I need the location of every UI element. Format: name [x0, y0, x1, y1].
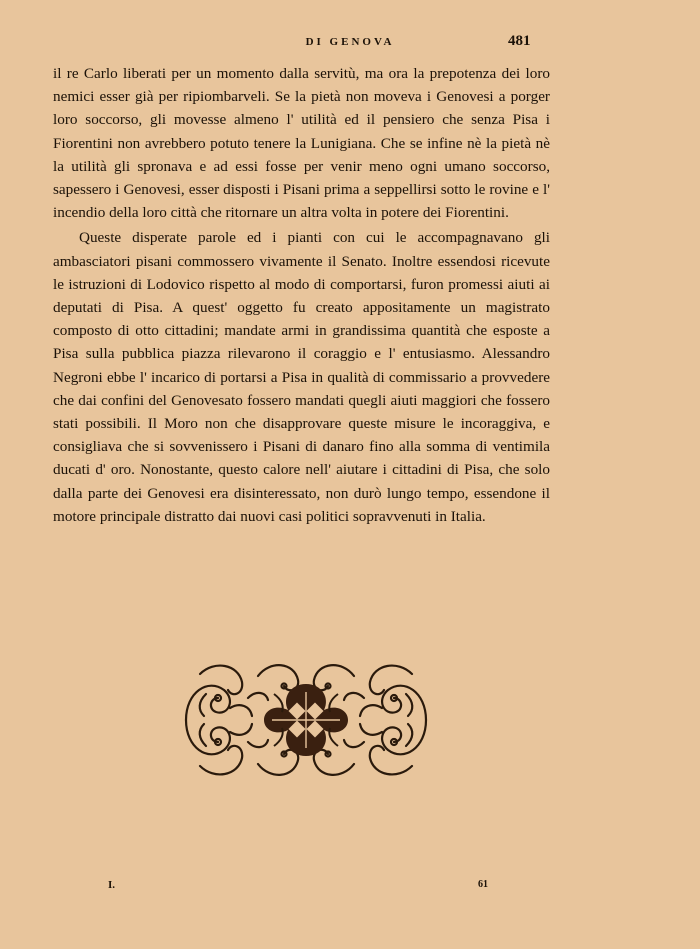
floral-scroll-ornament-icon: [178, 654, 434, 786]
paragraph-2: Queste disperate parole ed i pianti con cui le accompagnavano gli ambasciatori pisani commossero vivamente il Senato. Inoltre essendosi ricevute le istruzioni di Lodovico rispetto al modo di comportarsi, furon promessi aiuti ai deputati di Pisa. A quest' oggetto fu creato appositamente un magistrato composto di otto cittadini; mandate armi in grandissima quantità che esposte a Pisa sulla pubblica piazza rilevarono il coraggio e l' entusiasmo. Alessandro Negroni ebbe l' incarico di portarsi a Pisa in qualità di commissario a provvedere che dai confini del Genovesato fossero mandati quegli aiuti maggiori che fossero stati possibili. Il Moro non che disapprovare queste misure le incoraggiva, e consigliava che si sovvenissero i Pisani di danaro fino alla somma di ventimila ducati d' oro. Nonostante, questo calore nell' aiutare i cittadini di Pisa, che solo dalla parte dei Genovesi era disinteressato, non durò lungo tempo, essendone il motore principale distratto dai nuovi casi politici sopravvenuti in Italia.: [53, 229, 550, 525]
page-number: 481: [508, 33, 531, 49]
body-text: [53, 62, 550, 528]
paragraph-1: il re Carlo liberati per un momento dalla servitù, ma ora la prepotenza dei loro nemici esser già per ripiombarveli. Se la pietà non moveva i Genovesi a porger loro soccorso, gli movesse almeno l' utilità ed il pensiero che senza Pisa i Fiorentini non avrebbero potuto tenere la Lunigiana. Che se infine nè la pietà nè la utilità gli spronava e ad essi fosse per venir meno ogni umano soccorso, sapessero i Genovesi, esser disposti i Pisani prima a seppellirsi sotto le rovine e l' incendio della loro città che ritornare un altra volta in potere dei Fiorentini.: [53, 65, 550, 222]
signature-mark-right: 61: [478, 879, 488, 890]
running-title: DI GENOVA: [305, 36, 395, 48]
signature-mark-left: I.: [108, 879, 116, 891]
